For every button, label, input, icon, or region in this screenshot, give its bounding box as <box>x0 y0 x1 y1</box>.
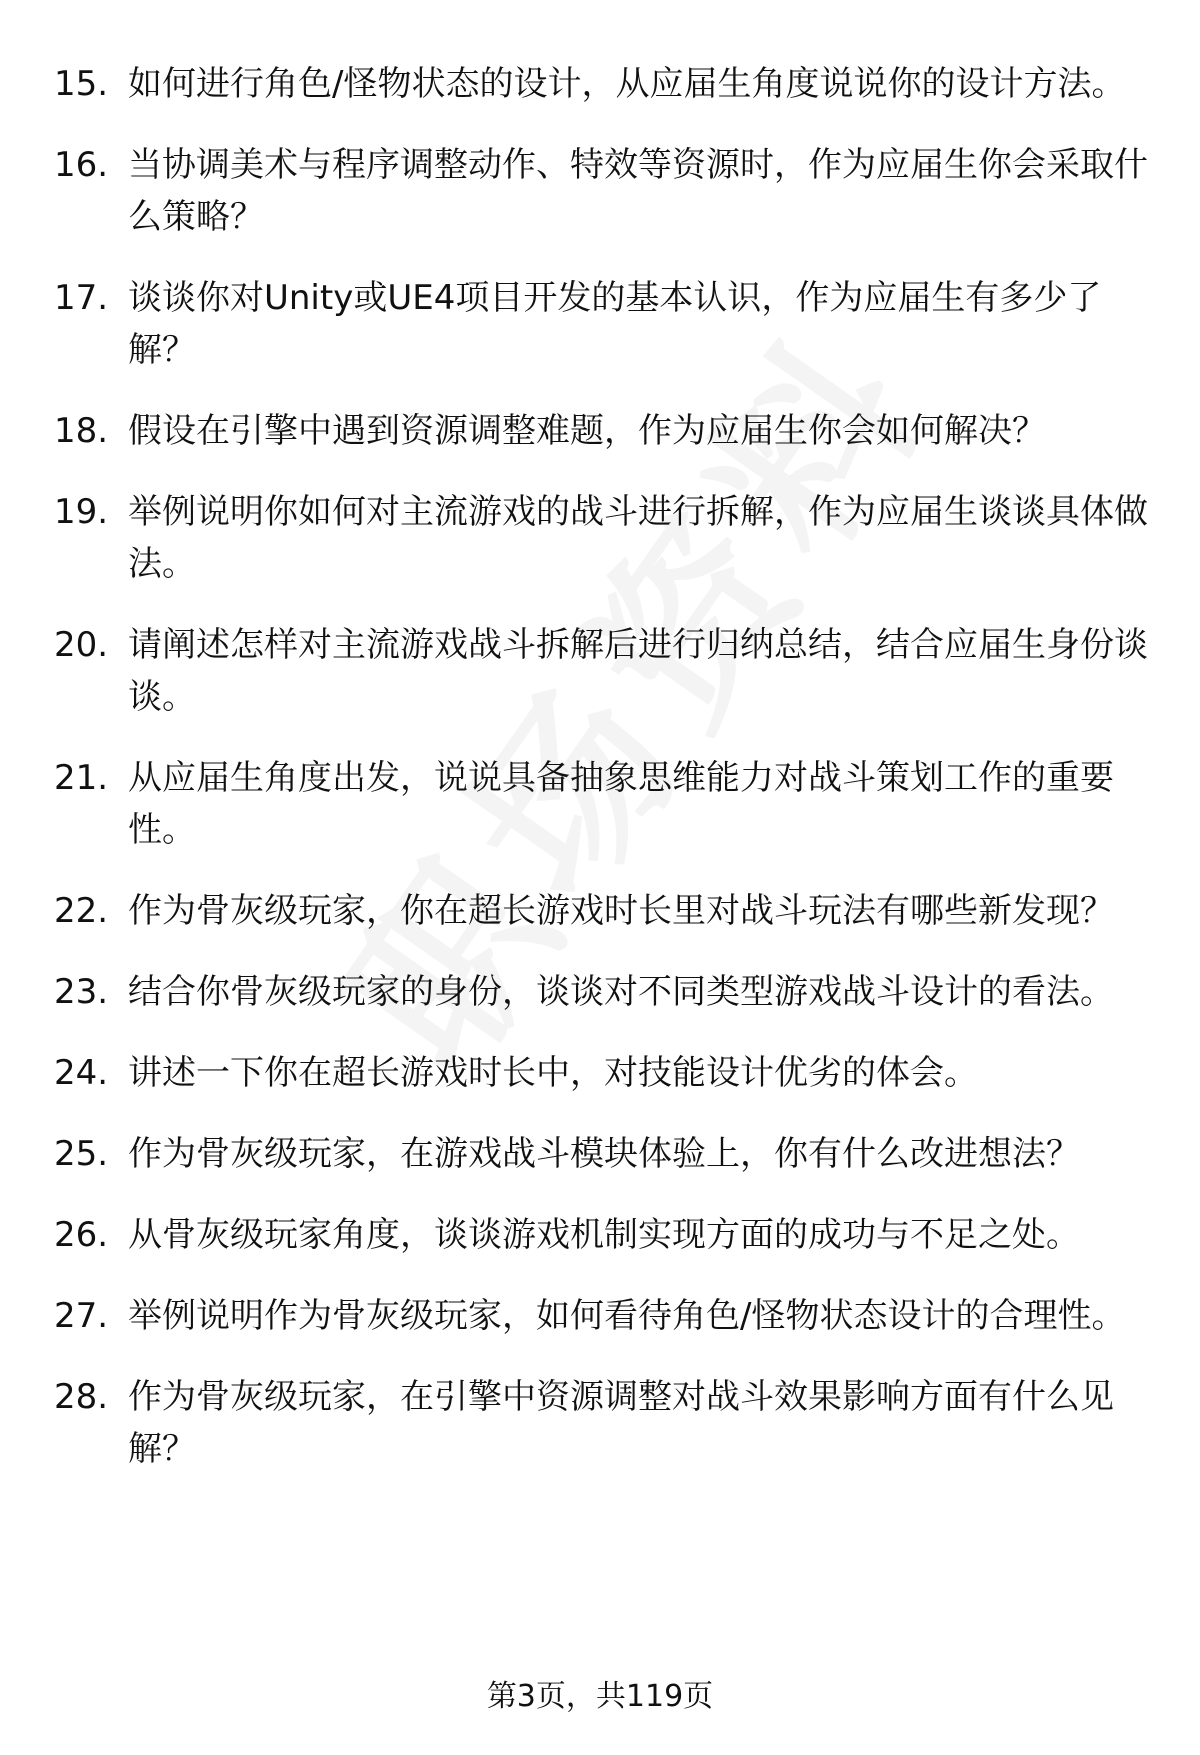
question-number: 17. <box>54 278 109 318</box>
question-item <box>0 966 1200 1018</box>
question-item <box>0 619 1200 723</box>
page-footer: 第3页，共119页 <box>486 1679 714 1714</box>
question-item <box>0 1047 1200 1099</box>
question-text: 作为骨灰级玩家，你在超长游戏时长里对战斗玩法有哪些新发现？ <box>128 891 1114 931</box>
question-number: 28. <box>54 1377 109 1417</box>
question-item <box>0 486 1200 590</box>
question-number: 25. <box>54 1134 109 1174</box>
question-item <box>0 1128 1200 1180</box>
question-number: 27. <box>54 1296 109 1336</box>
question-text: 谈谈你对Unity或UE4项目开发的基本认识，作为应届生有多少了解？ <box>128 278 1102 370</box>
question-number: 26. <box>54 1215 109 1255</box>
question-number: 19. <box>54 492 109 532</box>
question-text: 假设在引擎中遇到资源调整难题，作为应届生你会如何解决？ <box>128 411 1046 451</box>
question-text: 举例说明作为骨灰级玩家，如何看待角色/怪物状态设计的合理性。 <box>128 1296 1126 1336</box>
question-text: 作为骨灰级玩家，在引擎中资源调整对战斗效果影响方面有什么见解？ <box>128 1377 1114 1469</box>
question-item <box>0 139 1200 243</box>
question-text: 作为骨灰级玩家，在游戏战斗模块体验上，你有什么改进想法？ <box>128 1134 1080 1174</box>
question-number: 24. <box>54 1053 109 1093</box>
question-number: 23. <box>54 972 109 1012</box>
question-list <box>0 58 1200 1504</box>
question-item <box>0 405 1200 457</box>
question-item <box>0 58 1200 110</box>
question-item <box>0 1209 1200 1261</box>
question-number: 22. <box>54 891 109 931</box>
question-item <box>0 885 1200 937</box>
question-text: 讲述一下你在超长游戏时长中，对技能设计优劣的体会。 <box>128 1053 978 1093</box>
question-text: 当协调美术与程序调整动作、特效等资源时，作为应届生你会采取什么策略？ <box>128 145 1148 237</box>
question-number: 18. <box>54 411 109 451</box>
question-text: 如何进行角色/怪物状态的设计，从应届生角度说说你的设计方法。 <box>128 64 1126 104</box>
question-number: 16. <box>54 145 109 185</box>
question-text: 从应届生角度出发，说说具备抽象思维能力对战斗策划工作的重要性。 <box>128 758 1114 850</box>
question-text: 从骨灰级玩家角度，谈谈游戏机制实现方面的成功与不足之处。 <box>128 1215 1080 1255</box>
question-text: 举例说明你如何对主流游戏的战斗进行拆解，作为应届生谈谈具体做法。 <box>128 492 1148 584</box>
question-item <box>0 752 1200 856</box>
question-item <box>0 1371 1200 1475</box>
question-item <box>0 1290 1200 1342</box>
question-item <box>0 272 1200 376</box>
question-number: 20. <box>54 625 109 665</box>
question-text: 结合你骨灰级玩家的身份，谈谈对不同类型游戏战斗设计的看法。 <box>128 972 1114 1012</box>
question-number: 21. <box>54 758 109 798</box>
question-text: 请阐述怎样对主流游戏战斗拆解后进行归纳总结，结合应届生身份谈谈。 <box>128 625 1148 717</box>
question-number: 15. <box>54 64 109 104</box>
